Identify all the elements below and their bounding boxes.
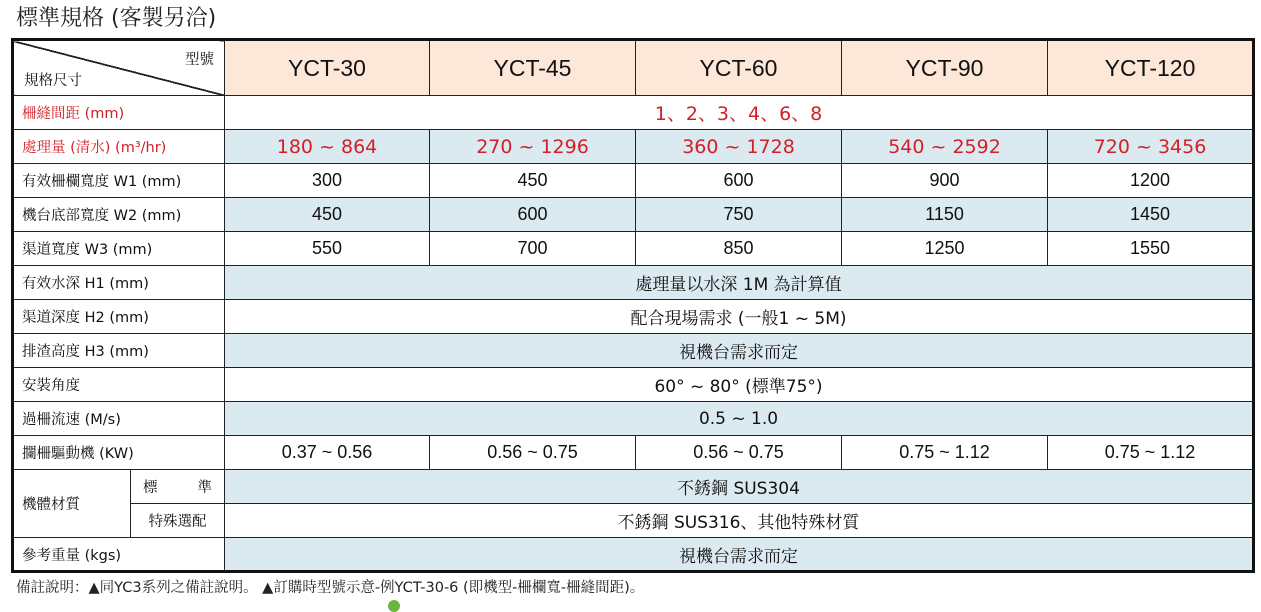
row-label: 機台底部寬度 W2 (mm) <box>13 198 225 232</box>
table-cell: 不銹鋼 SUS316、其他特殊材質 <box>225 504 1254 538</box>
capacity-cell: 540 ~ 2592 <box>842 130 1048 164</box>
capacity-cell: 720 ~ 3456 <box>1048 130 1254 164</box>
capacity-cell: 270 ~ 1296 <box>430 130 636 164</box>
table-cell: 0.56 ~ 0.75 <box>430 436 636 470</box>
row-label: 機體材質 <box>13 470 131 538</box>
table-cell: 1550 <box>1048 232 1254 266</box>
table-cell: 700 <box>430 232 636 266</box>
table-cell: 0.75 ~ 1.12 <box>1048 436 1254 470</box>
table-cell: 450 <box>430 164 636 198</box>
row-label: 安裝角度 <box>13 368 225 402</box>
table-cell: 300 <box>225 164 430 198</box>
model-header: YCT-90 <box>842 40 1048 96</box>
table-cell: 850 <box>636 232 842 266</box>
table-cell: 0.56 ~ 0.75 <box>636 436 842 470</box>
table-row <box>13 334 1254 368</box>
table-row <box>13 470 1254 504</box>
table-cell: 配合現場需求 (一般1 ~ 5M) <box>225 300 1254 334</box>
table-cell: 視機台需求而定 <box>225 334 1254 368</box>
table-cell: 1250 <box>842 232 1048 266</box>
row-label: 有效水深 H1 (mm) <box>13 266 225 300</box>
corner-spec-label: 規格尺寸 <box>24 73 82 89</box>
table-row <box>13 504 1254 538</box>
material-special-label: 特殊選配 <box>131 504 225 538</box>
table-row <box>13 368 1254 402</box>
table-cell: 600 <box>430 198 636 232</box>
row-label: 有效柵欄寬度 W1 (mm) <box>13 164 225 198</box>
footer-note: 備註說明：▲同YC3系列之備註說明。 ▲訂購時型號示意-例YCT-30-6 (即機型-柵欄寬-柵縫間距)。 <box>16 580 645 596</box>
capacity-cell: 180 ~ 864 <box>225 130 430 164</box>
row-label: 柵縫間距 (mm) <box>13 96 225 130</box>
spec-table <box>11 38 1255 573</box>
table-cell: 60° ~ 80° (標準75°) <box>225 368 1254 402</box>
table-row <box>13 300 1254 334</box>
model-header: YCT-120 <box>1048 40 1254 96</box>
material-standard-label: 標準 <box>131 470 225 504</box>
table-cell: 0.75 ~ 1.12 <box>842 436 1048 470</box>
table-row <box>13 130 1254 164</box>
row-label: 參考重量 (kgs) <box>13 538 225 572</box>
spacing-value: 1、2、3、4、6、8 <box>225 96 1254 130</box>
table-cell: 900 <box>842 164 1048 198</box>
table-cell: 1150 <box>842 198 1048 232</box>
table-cell: 550 <box>225 232 430 266</box>
table-cell: 0.37 ~ 0.56 <box>225 436 430 470</box>
table-row <box>13 198 1254 232</box>
model-header: YCT-30 <box>225 40 430 96</box>
row-label: 渠道深度 H2 (mm) <box>13 300 225 334</box>
table-cell: 處理量以水深 1M 為計算值 <box>225 266 1254 300</box>
corner-model-label: 型號 <box>185 52 214 68</box>
table-row <box>13 96 1254 130</box>
table-cell: 600 <box>636 164 842 198</box>
model-header: YCT-60 <box>636 40 842 96</box>
row-label: 過柵流速 (M/s) <box>13 402 225 436</box>
header-row <box>13 40 1254 96</box>
row-label: 攔柵驅動機 (KW) <box>13 436 225 470</box>
model-header: YCT-45 <box>430 40 636 96</box>
table-cell: 不銹鋼 SUS304 <box>225 470 1254 504</box>
table-cell: 0.5 ~ 1.0 <box>225 402 1254 436</box>
table-cell: 視機台需求而定 <box>225 538 1254 572</box>
table-row <box>13 266 1254 300</box>
table-cell: 750 <box>636 198 842 232</box>
table-row <box>13 232 1254 266</box>
table-row <box>13 164 1254 198</box>
page-title: 標準規格 (客製另洽) <box>16 6 217 31</box>
row-label: 渠道寬度 W3 (mm) <box>13 232 225 266</box>
table-row <box>13 436 1254 470</box>
table-row <box>13 538 1254 572</box>
row-label: 排渣高度 H3 (mm) <box>13 334 225 368</box>
capacity-cell: 360 ~ 1728 <box>636 130 842 164</box>
table-cell: 450 <box>225 198 430 232</box>
table-row <box>13 402 1254 436</box>
decorative-dot-icon <box>388 600 400 612</box>
table-cell: 1450 <box>1048 198 1254 232</box>
corner-cell <box>13 40 225 96</box>
row-label: 處理量 (清水) (m³/hr) <box>13 130 225 164</box>
table-cell: 1200 <box>1048 164 1254 198</box>
